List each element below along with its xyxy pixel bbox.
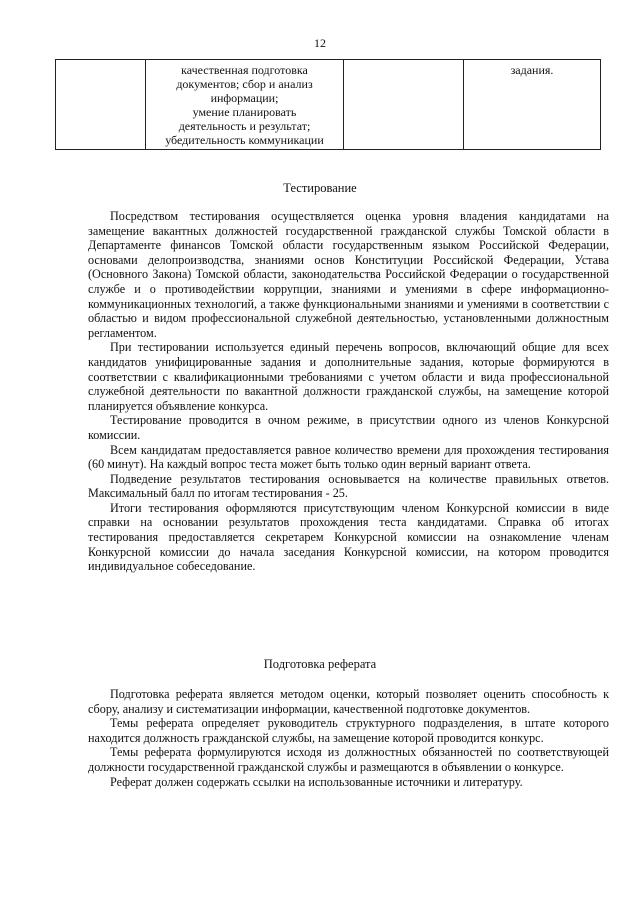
paragraph: Тестирование проводится в очном режиме, в присутствии одного из членов Конкурсной комиссии. — [88, 413, 609, 442]
paragraph: Итоги тестирования оформляются присутствующим членом Конкурсной комиссии в виде справки на основании результатов прохождения теста кандидатами. Справка об итогах тестирования предоставляется секретарем Конкурсной комиссии на ознакомление членам Конкурсной комиссии до начала заседания Конкурсной комиссии, на котором проводится индивидуальное собеседование. — [88, 500, 609, 574]
cell-line: задания. — [510, 63, 554, 77]
cell-line: умение планировать — [192, 105, 297, 119]
cell-line: деятельность и результат; — [178, 119, 311, 133]
testing-body — [88, 209, 609, 574]
essay-body — [88, 687, 609, 789]
section-title-testing: Тестирование — [283, 181, 357, 195]
table-cell-tasks — [464, 60, 601, 150]
section-title-essay: Подготовка реферата — [263, 657, 377, 671]
table-row — [56, 60, 601, 150]
continuation-table — [55, 59, 601, 150]
paragraph: Подведение результатов тестирования основывается на количестве правильных ответов. Максимальный балл по итогам тестирования - 25. — [88, 471, 609, 501]
cell-line: документов; сбор и анализ — [176, 77, 313, 91]
paragraph: Посредством тестирования осуществляется оценка уровня владения кандидатами на замещение вакантных должностей государственной гражданской службы Томской области в Департаменте финансов Томской области государственным языком Российской Федерации, основами делопроизводства, знаниями основ Конституции Российской Федерации, Устава (Основного Закона) Томской области, законодательства Российской Федерации о государственной службе и о противодействии коррупции, знаниями и умениями в сфере информационно-коммуникационных технологий, а также функциональными знаниями и умениями в соответствии с областью и видом профессиональной служебной деятельностью, установленными должностным регламентом. — [88, 209, 609, 340]
paragraph: При тестировании используется единый перечень вопросов, включающий общие для всех кандидатов унифицированные задания и дополнительные задания, которые формируются в соответствии с квалификационными требованиями с учетом области и вида профессиональной служебной деятельности по вакантной должности гражданской службы, на замещение которой планируется объявление конкурса. — [88, 340, 609, 413]
page-number: 12 — [314, 36, 326, 50]
cell-line: информации; — [210, 91, 279, 105]
paragraph: Темы реферата определяет руководитель структурного подразделения, в штате которого находится должность гражданской службы, на замещение которой проводится конкурс. — [88, 716, 609, 745]
paragraph: Темы реферата формулируются исходя из должностных обязанностей по соответствующей должности государственной гражданской службы и размещаются в объявлении о конкурсе. — [88, 745, 609, 774]
table-cell-empty-3 — [344, 60, 464, 150]
table-cell-competencies — [146, 60, 344, 150]
paragraph: Реферат должен содержать ссылки на использованные источники и литературу. — [110, 774, 523, 789]
cell-line: качественная подготовка — [181, 63, 308, 77]
table-cell-empty-1 — [56, 60, 146, 150]
cell-line: убедительность коммуникации — [165, 133, 324, 147]
paragraph: Всем кандидатам предоставляется равное количество времени для прохождения тестирования (60 минут). На каждый вопрос теста может быть только один верный вариант ответа. — [88, 442, 609, 472]
paragraph: Подготовка реферата является методом оценки, который позволяет оценить способность к сбору, анализу и систематизации информации, качественной подготовке документов. — [88, 687, 609, 716]
